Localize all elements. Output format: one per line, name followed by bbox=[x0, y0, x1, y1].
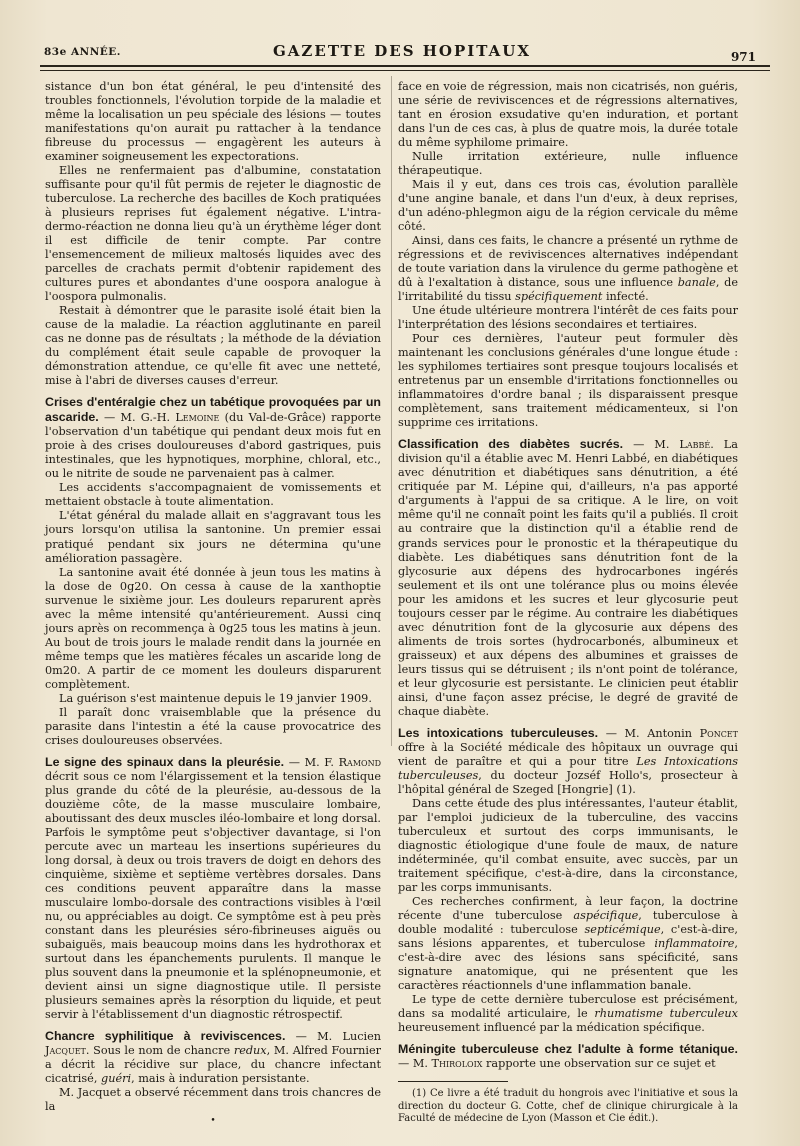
section-text: . Sous le nom de chancre bbox=[85, 1044, 234, 1058]
section-text: . La division qu'il a établie avec M. Henri Labbé, en diabétiques avec dénutrition et diabétiques sans dénutrition, a été critiquée par M. Lépine qui, d'ailleurs, n'a pas apporté d'arguments à l'appui de sa critique. A le lire, on voit même qu'il ne connaît point les faits qu'il a publiés. Il croit au contraire que la distinction qu'il a établie rend de grands services pour le pronostic et la thérapeutique du diabète. Les diabétiques sans dénutrition font de la glycosurie aux dépens des hydrocarbones ingérés seulement et ils ont une tolérance plus ou moins élevée pour les amidons et les sucres et leur glycosurie peut toujours cesser par le régime. Au contraire les diabétiques avec dénutrition font de la glycosurie aux dépens des aliments de trois sortes (hydrocarbonés, albumineux et graisseux) et aux dépens des albumines et graisses de leurs tissus qui se détruisent ; ils n'ont point de tolérance, et leur glycosurie est persistante. Le clinicien peut établir ainsi, d'une façon assez précise, le degré de gravité de chaque diabète. bbox=[398, 438, 738, 718]
footnote: (1) Ce livre a été traduit du hongrois avec l'initiative et sous la direction du docteur G. Cotte, chef de clinique chirurgicale à la Faculté de médecine de Lyon (Masson et Cie édit.). bbox=[398, 1088, 738, 1125]
text-run: Le type de cette dernière tuberculose est précisément, dans sa modalité articulaire, le bbox=[398, 993, 738, 1021]
section-text: , M. Alfred Fournier a décrit la récidive sur place, du chancre infectant cicatrisé, bbox=[45, 1044, 381, 1086]
paragraph: Nulle irritation extérieure, nulle influence thérapeutique. bbox=[398, 150, 738, 178]
paragraph: Mais il y eut, dans ces trois cas, évolution parallèle d'une angine banale, et dans l'un d'eux, à deux reprises, d'un adéno-phlegmon aigu de la région cervicale du même côté. bbox=[398, 178, 738, 234]
italic-term: spécifiquement bbox=[515, 290, 603, 304]
section-title: Le signe des spinaux dans la pleurésie. bbox=[45, 754, 285, 769]
section-title: Méningite tuberculeuse chez l'adulte à forme tétanique. bbox=[398, 1042, 738, 1057]
text-run: infecté. bbox=[602, 290, 649, 304]
section-lead: — M. F. bbox=[284, 755, 339, 769]
header-rule bbox=[40, 65, 770, 67]
section-entry bbox=[398, 726, 738, 797]
bullet-mark: • bbox=[210, 1116, 216, 1127]
paragraph: La santonine avait été donnée à jeun tous les matins à la dose de 0g20. On cessa à cause de la xanthoptie survenue le sixième jour. Les douleurs reparurent après avec la même intensité qu'antérieurement. Aussi cinq jours après on recommença à 0g25 tous les matins à jeun. Au bout de trois jours le malade rendit dans la journée en même temps que les matières fécales un ascaride long de 0m20. A partir de ce moment les douleurs disparurent complètement. bbox=[45, 565, 381, 691]
header-rule-thin bbox=[40, 70, 770, 71]
column-separator bbox=[391, 76, 392, 746]
paragraph: Une étude ultérieure montrera l'intérêt de ces faits pour l'interprétation des lésions secondaires et tertiaires. bbox=[398, 304, 738, 332]
paragraph: face en voie de régression, mais non cicatrisés, non guéris, une série de reviviscences et de régressions alternatives, tant en érosion exsudative qu'en induration, et portant dans l'un de ces cas, à plus de quatre mois, la durée totale du même syphilome primaire. bbox=[398, 80, 738, 150]
paragraph bbox=[398, 993, 738, 1035]
page-number: 971 bbox=[730, 50, 756, 64]
italic-term: septicémique bbox=[584, 922, 661, 936]
section-title: Crises d'entéralgie chez un tabétique provoquées par un ascaride. bbox=[45, 395, 381, 425]
left-column bbox=[45, 80, 381, 1128]
text-run: Ces recherches confirment, à leur façon, la doctrine récente d'une tuberculose bbox=[398, 894, 738, 922]
italic-term: banale bbox=[677, 276, 716, 290]
section-text: décrit sous ce nom l'élargissement et la tension élastique plus grande du côté de la pleurésie, au-dessous de la douzième côte, de la masse musculaire lombaire, aboutissant des deux muscles iléo-lombaire et long dorsal. Parfois le symptôme peut s'objectiver davantage, si l'on percute avec un marteau les insertions supérieures du long dorsal, à deux ou trois travers de doigt en dehors des cinquième, sixième et septième vertèbres dorsales. Dans ces conditions peuvent apparaître dans la masse musculaire lombo-dorsale des contractions visibles à l'œil nu, ou appréciables au doigt. Ce symptôme est à peu près constant dans les pleurésies séro-fibrineuses aiguës ou subaiguës, mais beaucoup moins dans les hydrothorax et surtout dans les épanchements purulents. Il manque le plus souvent dans la pneumonie et la splénopneumonie, et devient ainsi un signe diagnostique utile. Il persiste plusieurs semaines après la résorption du liquide, et peut servir à l'établissement d'un diagnostic rétrospectif. bbox=[45, 769, 381, 1022]
book-title: Les Intoxications tuberculeuses bbox=[398, 754, 739, 782]
section-text: rapporte une observation sur ce sujet et bbox=[482, 1057, 716, 1071]
author-name: Labbé bbox=[679, 438, 711, 452]
journal-title: GAZETTE DES HOPITAUX bbox=[272, 42, 531, 60]
paragraph: Restait à démontrer que le parasite isolé était bien la cause de la maladie. La réaction agglutinante en pareil cas ne donne pas de résultats ; la méthode de la déviation du complément était seule capable de provoquer la démonstration attendue, ce qu'elle fit avec une netteté, mise à l'abri de diverses causes d'erreur. bbox=[45, 304, 381, 388]
text-run: heureusement influencé par la médication spécifique. bbox=[398, 1021, 705, 1035]
italic-term: redux bbox=[233, 1044, 267, 1058]
paragraph: sistance d'un bon état général, le peu d'intensité des troubles fonctionnels, l'évolution torpide de la maladie et même la localisation un peu spéciale des lésions — toutes manifestations qu'on aurait pu rattacher à la tendance fibreuse du processus — engagèrent les auteurs à examiner soigneusement les expectorations. bbox=[45, 80, 381, 164]
footnote-rule bbox=[398, 1081, 508, 1082]
section-lead: — M. Antonin bbox=[598, 726, 700, 740]
section-entry bbox=[45, 395, 381, 481]
section-title: Les intoxications tuberculeuses. bbox=[398, 725, 599, 740]
paragraph: Les accidents s'accompagnaient de vomissements et mettaient obstacle à toute alimentation. bbox=[45, 481, 381, 509]
paragraph: La guérison s'est maintenue depuis le 19 janvier 1909. bbox=[59, 691, 372, 705]
year-label: 83e ANNÉE. bbox=[44, 46, 121, 58]
section-text: (du Val-de-Grâce) rapporte l'observation d'un tabétique qui pendant deux mois fut en proie à des crises douloureuses d'abord gastriques, puis intestinales, que les hypnotiques, morphine, chloral, etc., ou le nitrite de soude ne parvenaient pas à calmer. bbox=[45, 411, 381, 481]
author-name: Poncet bbox=[699, 726, 738, 740]
section-entry bbox=[398, 437, 738, 718]
italic-term: rhumatisme tuberculeux bbox=[594, 1007, 738, 1021]
paragraph bbox=[398, 895, 738, 993]
section-text: , mais à induration persistante. bbox=[131, 1072, 310, 1086]
paragraph: Il paraît donc vraisemblable que la présence du parasite dans l'intestin a été la cause provocatrice des crises douloureuses observées. bbox=[45, 705, 381, 747]
paragraph: M. Jacquet a observé récemment dans trois chancres de la bbox=[45, 1086, 381, 1114]
paragraph: L'état général du malade allait en s'aggravant tous les jours lorsqu'on utilisa la santonine. Un premier essai pratiqué pendant six jours ne détermina qu'une amélioration passagère. bbox=[45, 509, 381, 565]
section-title: Classification des diabètes sucrés. bbox=[398, 437, 624, 452]
right-column bbox=[398, 80, 738, 1126]
author-name: Jacquet bbox=[45, 1044, 86, 1058]
text-run: , c'est-à-dire, sans lésions apparentes, et tuberculose bbox=[398, 922, 738, 950]
section-lead: — M. bbox=[623, 438, 680, 452]
section-text: , du docteur Jozséf Hollo's, prosecteur à l'hôpital général de Szeged [Hongrie] (1). bbox=[398, 768, 738, 796]
text-run: , de l'irritabilité du tissu bbox=[398, 276, 738, 304]
text-run: , c'est-à-dire avec des lésions sans spécificité, sans signature anatomique, qui ne présentent que les caractères réactionnels d'une inflammation banale. bbox=[398, 936, 738, 992]
italic-term: guéri bbox=[101, 1072, 132, 1086]
author-name: Ramond bbox=[338, 755, 381, 769]
section-entry bbox=[398, 1042, 738, 1071]
section-lead: — M. G.-H. bbox=[98, 411, 176, 425]
italic-term: aspécifique bbox=[573, 908, 639, 922]
section-text: offre à la Société médicale des hôpitaux un ouvrage qui vient de paraître et qui a pour titre bbox=[398, 740, 738, 768]
paragraph: Elles ne renfermaient pas d'albumine, constatation suffisante pour qu'il fût permis de rejeter le diagnostic de tuberculose. La recherche des bacilles de Koch pratiquées à plusieurs reprises fut également négative. L'intra-dermo-réaction ne donna lieu qu'à un érythème léger dont il est difficile de tenir compte. Par contre l'ensemencement de milieux maltosés liquides avec des parcelles de crachats permit d'obtenir rapidement des cultures pures et abondantes d'une oospora analogue à l'oospora pulmonalis. bbox=[45, 164, 381, 304]
paragraph: Dans cette étude des plus intéressantes, l'auteur établit, par l'emploi judicieux de la tuberculine, des vaccins tuberculeux et surtout des corps immunisants, le diagnostic étiologique d'une foule de maux, de nature indéterminée, qu'il combat ensuite, avec succès, par un traitement spécifique, c'est-à-dire, dans la circonstance, par les corps immunisants. bbox=[398, 796, 738, 894]
page-header bbox=[34, 36, 770, 66]
section-title: Chancre syphilitique à reviviscences. bbox=[45, 1029, 286, 1044]
italic-term: inflammatoire bbox=[654, 936, 735, 950]
text-run: Ainsi, dans ces faits, le chancre a présenté un rythme de régressions et de reviviscences alternatives indépendant de toute variation dans la virulence du germe pathogène et dû à l'exaltation à distance, sous une influence bbox=[398, 234, 738, 290]
author-name: Lemoine bbox=[175, 411, 220, 425]
author-name: Thiroloix bbox=[431, 1057, 483, 1071]
section-lead: — M. bbox=[398, 1057, 432, 1071]
text-run: , tuberculose à double modalité : tuberculose bbox=[398, 908, 738, 936]
section-lead: — M. Lucien bbox=[285, 1030, 381, 1044]
paragraph bbox=[398, 234, 738, 304]
section-entry bbox=[45, 1029, 381, 1086]
paragraph: Pour ces dernières, l'auteur peut formuler dès maintenant les conclusions générales d'une longue étude : les syphilomes tertiaires sont presque toujours localisés et entretenus par un ensemble d'irritations fonctionnelles ou inflammatoires d'ordre banal ; ils disparaissent presque complètement, sans traitement médicamenteux, si l'on supprime ces irritations. bbox=[398, 332, 738, 430]
section-entry bbox=[45, 755, 381, 1022]
